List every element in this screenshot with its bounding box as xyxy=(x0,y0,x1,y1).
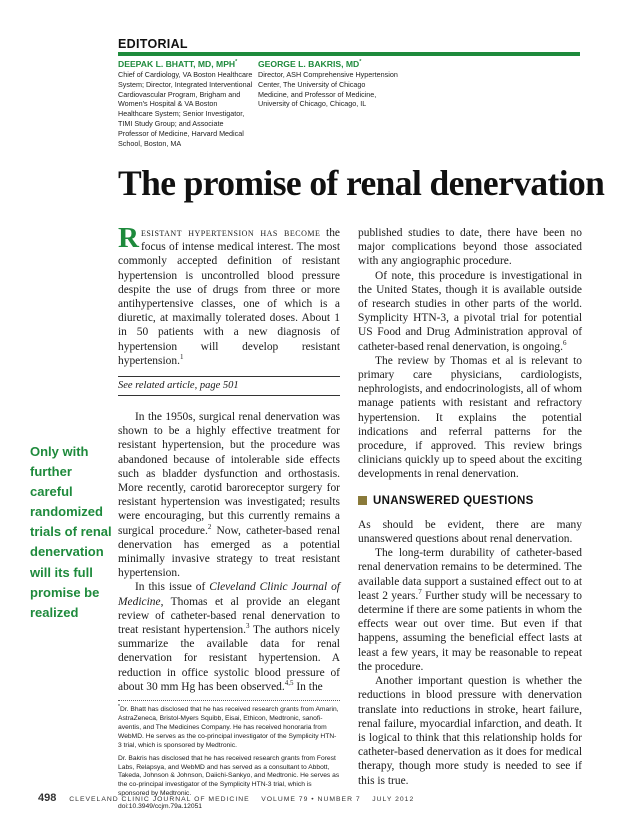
intro-paragraph: Resistant hypertension has become the focus of intense medical interest. The most commonly accepted definition of resistant hypertension is uncontrolled blood pressure despite the use of drugs from three or more antihypertensive classes, one of which is a diuretic, at maximally tolerated doses. About 1 in 50 patients with a new diagnosis of hypertension will develop resistant hypertension.$^1$ xyxy=(118,222,340,367)
author-affiliation: Director, ASH Comprehensive Hypertension Center, The University of Chicago Medicine, and Professor of Medicine, University of Chicago, Chicago, IL xyxy=(258,70,398,109)
disclosure-footnote: *Dr. Bhatt has disclosed that he has received research grants from Amarin, AstraZeneca, Bristol-Myers Squibb, Eisai, Ethicon, Medtronic, sanofi-aventis, and The Medicines Company. He has received honoraria from WebMD. He serves as the co-principal investigator of the Symplicity HTN-3 trial, which is sponsored by Medtronic. xyxy=(118,703,339,749)
body-paragraph: As should be evident, there are many unanswered questions about renal denervation. xyxy=(358,518,582,546)
pull-quote: Only with further careful randomized trials of renal denervation will its full promise be realized xyxy=(30,444,112,620)
body-paragraph: The long-term durability of catheter-based renal denervation remains to be determined. The available data support a sustained effect out to at least 2 years.$^7$ Further study will be necessary to determine if there are some patients in whom the effects wear out over time. But even if that happens, assuming the beneficial effect lasts at least a few years, it may be reasonable to repeat the procedure. xyxy=(358,547,582,673)
issue-number: NUMBER 7 xyxy=(317,796,361,803)
author-block-bakris xyxy=(258,59,398,109)
section-label: EDITORIAL xyxy=(118,37,188,51)
right-column xyxy=(358,226,582,788)
bullet-separator: • xyxy=(311,796,315,803)
drop-cap: R xyxy=(118,222,139,254)
body-paragraph: Of note, this procedure is investigational in the United States, though it is available outside of research studies in other parts of the world. Symplicity HTN-3, a pivotal trial for potential US Food and Drug Administration approval of catheter-based renal denervation, is ongoing.$^6$ xyxy=(358,269,582,353)
body-paragraph: In this issue of Cleveland Clinic Journal of Medicine, Thomas et al provide an elegant review of catheter-based renal denervation to treat resistant hypertension.$^3$ The authors nicely summarize the available data for renal denervation for resistant hypertension. A reduction in office systolic blood pressure of about 30 mm Hg has been observed.$^{4,5}$ In the xyxy=(118,581,340,693)
related-article-link[interactable]: See related article, page 501 xyxy=(118,376,340,396)
footnote-divider xyxy=(118,700,340,701)
volume: VOLUME 79 xyxy=(261,796,309,803)
author-affiliation: Chief of Cardiology, VA Boston Healthcare System; Director, Integrated Interventional Cardiovascular Program, Brigham and Women's Hospital & VA Boston Healthcare System; Senior Investigator, TIMI Study Group; and Associate Professor of Medicine, Harvard Medical School, Boston, MA xyxy=(118,70,253,148)
doi[interactable]: doi:10.3949/ccjm.79a.12051 xyxy=(118,803,203,811)
issue-date: JULY 2012 xyxy=(372,796,415,803)
body-paragraph: published studies to date, there have been no major complications beyond those associated with any angiographic procedure. xyxy=(358,227,582,268)
author-block-bhatt xyxy=(118,59,253,148)
article-title: The promise of renal denervation xyxy=(118,163,605,203)
page-number: 498 xyxy=(38,792,57,804)
disclosure-footnote: Dr. Bakris has disclosed that he has received research grants from Forest Labs, Relapsya, and WebMD and has served as a consultant to Abbott, Takeda, Johnson & Johnson, Daiichi-Sankyo, and Medtronic. He serves as the co-principal investigator of the Symplicity HTN-3 trial, which is sponsored by Medtronic. xyxy=(118,754,340,798)
body-paragraph: Another important question is whether the reductions in blood pressure with denervation translate into reductions in stroke, heart failure, renal failure, myocardial infarction, and death. It is logical to think that this relationship holds for catheter-based denervation as it does for medical therapy, though more study is needed to see if this is true. xyxy=(358,675,582,787)
page-footer xyxy=(38,792,414,804)
author-name: DEEPAK L. BHATT, MD, MPH* xyxy=(118,59,238,69)
square-bullet-icon xyxy=(358,496,367,505)
left-column xyxy=(118,222,340,816)
journal-name: CLEVELAND CLINIC JOURNAL OF MEDICINE xyxy=(69,796,250,803)
section-subhead: UNANSWERED QUESTIONS xyxy=(358,494,582,508)
body-paragraph: The review by Thomas et al is relevant to primary care physicians, cardiologists, nephrologists, and endocrinologists, all of whom manage patients with resistant and refractory hypertension. It explains the potential indications and referral patterns for the procedure, if approved. This review brings clinicians quickly up to speed about the exciting developments in renal denervation. xyxy=(358,354,582,481)
author-name: GEORGE L. BAKRIS, MD* xyxy=(258,59,362,69)
body-paragraph: In the 1950s, surgical renal denervation was shown to be a highly effective treatment for resistant hypertension, but the procedure was abandoned because of intolerable side effects such as bladder dysfunction and orthostasis. More recently, carotid baroreceptor surgery for resistant hypertension was investigated; results were encouraging, but this currently remains a surgical procedure.$^2$ Now, catheter-based renal denervation has emerged as a potential minimally invasive strategy to treat resistant hypertension. xyxy=(118,411,340,580)
header-rule xyxy=(118,52,580,56)
